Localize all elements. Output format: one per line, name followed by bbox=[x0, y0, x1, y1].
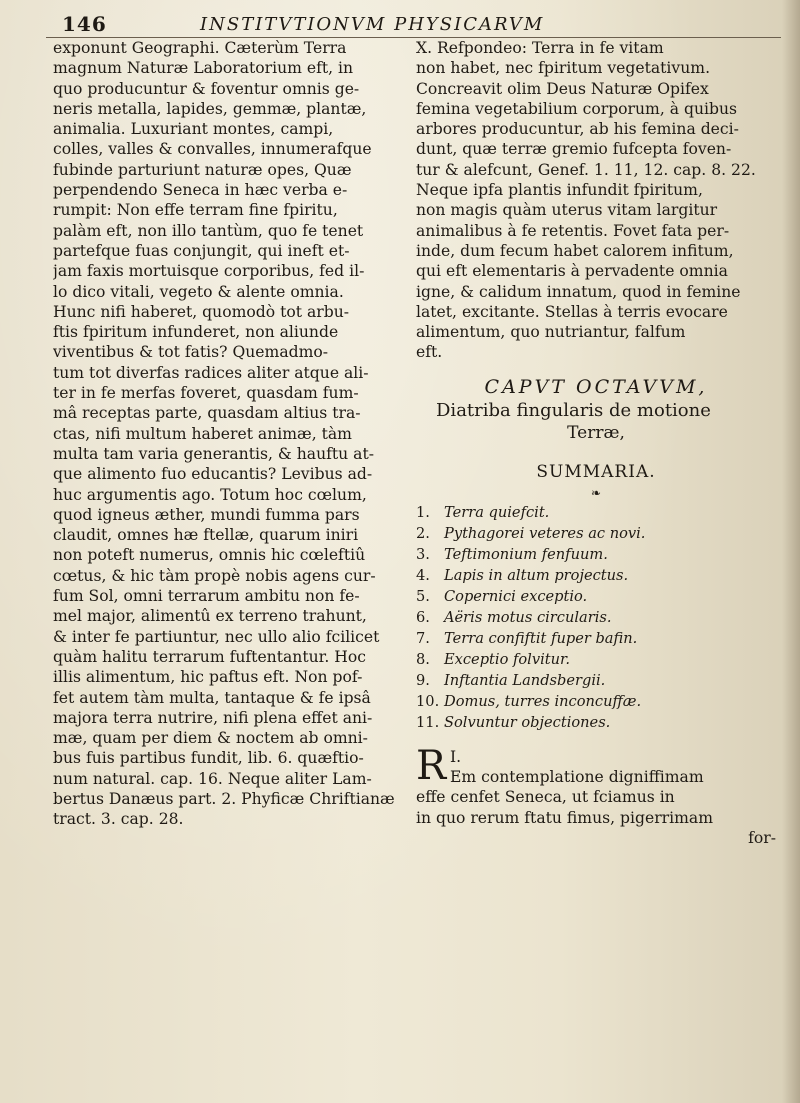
section-marker: I. bbox=[450, 747, 462, 766]
text-line: palàm eft, non illo tantùm, quo fe tenet bbox=[53, 221, 364, 240]
text-line: viventibus & tot fatis? Quemadmo- bbox=[53, 343, 329, 362]
text-line: quàm halitu terrarum fuftentantur. Hoc bbox=[53, 647, 367, 666]
summaria-number: 1. bbox=[416, 503, 430, 521]
text-line: ctas, nifi multum haberet animæ, tàm bbox=[53, 424, 352, 443]
chapter-heading: CAPVT OCTAVVM, bbox=[484, 375, 708, 398]
text-line: ftis fpiritum infunderet, non aliunde bbox=[53, 323, 339, 342]
summaria-item bbox=[416, 712, 776, 733]
text-line: Concreavit olim Deus Naturæ Opifex bbox=[416, 79, 709, 98]
right-column-text bbox=[416, 38, 776, 363]
text-line: neris metalla, lapides, gemmæ, plantæ, bbox=[53, 99, 367, 118]
paragraph-line: for- bbox=[748, 828, 776, 847]
text-line: arbores producuntur, ab his femina deci- bbox=[416, 120, 739, 139]
text-line: huc argumentis ago. Totum hoc cœlum, bbox=[53, 485, 367, 504]
text-line: qui eft elementaris à pervadente omnia bbox=[416, 262, 728, 281]
text-line: colles, valles & convalles, innumerafque bbox=[53, 140, 372, 159]
text-line: mâ receptas parte, quasdam altius tra- bbox=[53, 404, 361, 423]
text-line: mæ, quam per diem & noctem ab omni- bbox=[53, 729, 368, 748]
text-line: num natural. cap. 16. Neque aliter Lam- bbox=[53, 769, 372, 788]
paragraph-line: effe cenfet Seneca, ut fciamus in bbox=[416, 788, 675, 807]
diatribe-title: Diatriba fingularis de motione bbox=[436, 399, 711, 421]
summaria-text: Terra quiefcit. bbox=[444, 503, 550, 521]
right-column bbox=[416, 38, 776, 848]
summaria-text: Domus, turres inconcuffæ. bbox=[444, 692, 642, 710]
paragraph-line: in quo rerum ftatu fimus, pigerrimam bbox=[416, 808, 713, 827]
summaria-heading: SUMMARIA. bbox=[536, 461, 656, 482]
summaria-text: Aëris motus circularis. bbox=[444, 608, 612, 626]
text-line: non habet, nec fpiritum vegetativum. bbox=[416, 59, 711, 78]
text-line: quod igneus æther, mundi fumma pars bbox=[53, 505, 360, 524]
summaria-text: Lapis in altum projectus. bbox=[444, 566, 629, 584]
text-line: tract. 3. cap. 28. bbox=[53, 810, 184, 829]
page-number: 146 bbox=[62, 12, 107, 36]
text-line: ter in fe merfas foveret, quasdam fum- bbox=[53, 384, 359, 403]
text-line: lo dico vitali, vegeto & alente omnia. bbox=[53, 282, 344, 301]
paragraph-lines bbox=[416, 767, 776, 848]
summaria-number: 4. bbox=[416, 566, 430, 584]
text-line: femina vegetabilium corporum, à quibus bbox=[416, 99, 738, 118]
drop-cap: R bbox=[416, 742, 447, 789]
page-edge-shadow bbox=[782, 0, 800, 1103]
text-line: bertus Danæus part. 2. Phyficæ Chriftianæ bbox=[53, 789, 395, 808]
text-line: que alimento fuo educantis? Levibus ad- bbox=[53, 465, 373, 484]
summaria-number: 10. bbox=[416, 692, 440, 710]
text-line: illis alimentum, hic paftus eft. Non pof- bbox=[53, 668, 363, 687]
text-line: dunt, quæ terræ gremio fufcepta foven- bbox=[416, 140, 732, 159]
summaria-number: 5. bbox=[416, 587, 430, 605]
text-line: magnum Naturæ Laboratorium eft, in bbox=[53, 59, 354, 78]
text-line: tur & alefcunt, Genef. 1. 11, 12. cap. 8. 22. bbox=[416, 160, 756, 179]
paragraph-line: Em contemplatione digniffimam bbox=[450, 768, 704, 787]
text-line: Neque ipfa plantis infundit fpiritum, bbox=[416, 181, 703, 200]
ornament-icon: ❧ bbox=[590, 485, 602, 500]
text-line: fubinde parturiunt naturæ opes, Quæ bbox=[53, 160, 352, 179]
summaria-number: 7. bbox=[416, 629, 430, 647]
summaria-text: Copernici exceptio. bbox=[444, 587, 588, 605]
text-line: latet, excitante. Stellas à terris evocare bbox=[416, 302, 728, 321]
text-line: fum Sol, omni terrarum ambitu non fe- bbox=[53, 587, 360, 606]
summaria-item bbox=[416, 670, 776, 691]
text-line: partefque fuas conjungit, qui ineft et- bbox=[53, 241, 350, 260]
text-line: Hunc nifi haberet, quomodò tot arbu- bbox=[53, 302, 350, 321]
summaria-text: Teftimonium fenfuum. bbox=[444, 545, 608, 563]
text-line: tum tot diverfas radices aliter atque ali- bbox=[53, 363, 369, 382]
text-line: bus fuis partibus fundit, lib. 6. quæftio- bbox=[53, 749, 364, 768]
summaria-list bbox=[416, 502, 776, 733]
summaria-item bbox=[416, 649, 776, 670]
summaria-item bbox=[416, 628, 776, 649]
text-line: non magis quàm uterus vitam largitur bbox=[416, 201, 718, 220]
summaria-text: Exceptio folvitur. bbox=[444, 650, 571, 668]
summaria-text: Pythagorei veteres ac novi. bbox=[444, 524, 646, 542]
text-line: claudit, omnes hæ ftellæ, quarum iniri bbox=[53, 526, 359, 545]
summaria-item bbox=[416, 502, 776, 523]
summaria-number: 8. bbox=[416, 650, 430, 668]
text-line: exponunt Geographi. Cæterùm Terra bbox=[53, 39, 347, 57]
summaria-number: 3. bbox=[416, 545, 430, 563]
text-line: non poteft numerus, omnis hic cœleftiû bbox=[53, 546, 366, 565]
summaria-text: Terra confiftit fuper bafin. bbox=[444, 629, 638, 647]
text-line: X. Refpondeo: Terra in fe vitam bbox=[416, 39, 664, 57]
text-line: perpendendo Seneca in hæc verba e- bbox=[53, 181, 348, 200]
text-line: majora terra nutrire, nifi plena effet ani- bbox=[53, 708, 373, 727]
summaria-item bbox=[416, 586, 776, 607]
summaria-number: 9. bbox=[416, 671, 430, 689]
text-line: animalia. Luxuriant montes, campi, bbox=[53, 120, 334, 139]
text-line: multa tam varia generantis, & hauftu at- bbox=[53, 444, 374, 463]
text-line: quo producuntur & foventur omnis ge- bbox=[53, 79, 360, 98]
summaria-number: 6. bbox=[416, 608, 430, 626]
summaria-item bbox=[416, 607, 776, 628]
text-line: rumpit: Non effe terram fine fpiritu, bbox=[53, 201, 338, 220]
summaria-number: 2. bbox=[416, 524, 430, 542]
text-line: inde, dum fecum habet calorem infitum, bbox=[416, 241, 734, 260]
text-line: animalibus à fe retentis. Fovet fata per- bbox=[416, 221, 730, 240]
running-head: INSTITVTIONVM PHYSICARVM bbox=[200, 14, 545, 35]
text-line: mel major, alimentû ex terreno trahunt, bbox=[53, 607, 367, 626]
summaria-text: Inftantia Landsbergii. bbox=[444, 671, 606, 689]
summaria-item bbox=[416, 565, 776, 586]
text-line: fet autem tàm multa, tantaque & fe ipsâ bbox=[53, 688, 371, 707]
text-line: igne, & calidum innatum, quod in femine bbox=[416, 282, 741, 301]
summaria-item bbox=[416, 691, 776, 712]
text-line: eft. bbox=[416, 343, 443, 362]
page-header bbox=[62, 6, 782, 40]
left-column bbox=[53, 38, 396, 830]
text-line: cœtus, & hic tàm propè nobis agens cur- bbox=[53, 566, 376, 585]
section-paragraph bbox=[416, 742, 776, 848]
text-line: & inter fe partiuntur, nec ullo alio fcilicet bbox=[53, 627, 380, 646]
text-line: alimentum, quo nutriantur, falfum bbox=[416, 323, 686, 342]
text-line: jam faxis mortuisque corporibus, fed il- bbox=[53, 262, 365, 281]
diatribe-title-cont: Terræ, bbox=[567, 422, 625, 443]
summaria-item bbox=[416, 544, 776, 565]
summaria-item bbox=[416, 523, 776, 544]
summaria-number: 11. bbox=[416, 713, 440, 731]
summaria-text: Solvuntur objectiones. bbox=[444, 713, 611, 731]
